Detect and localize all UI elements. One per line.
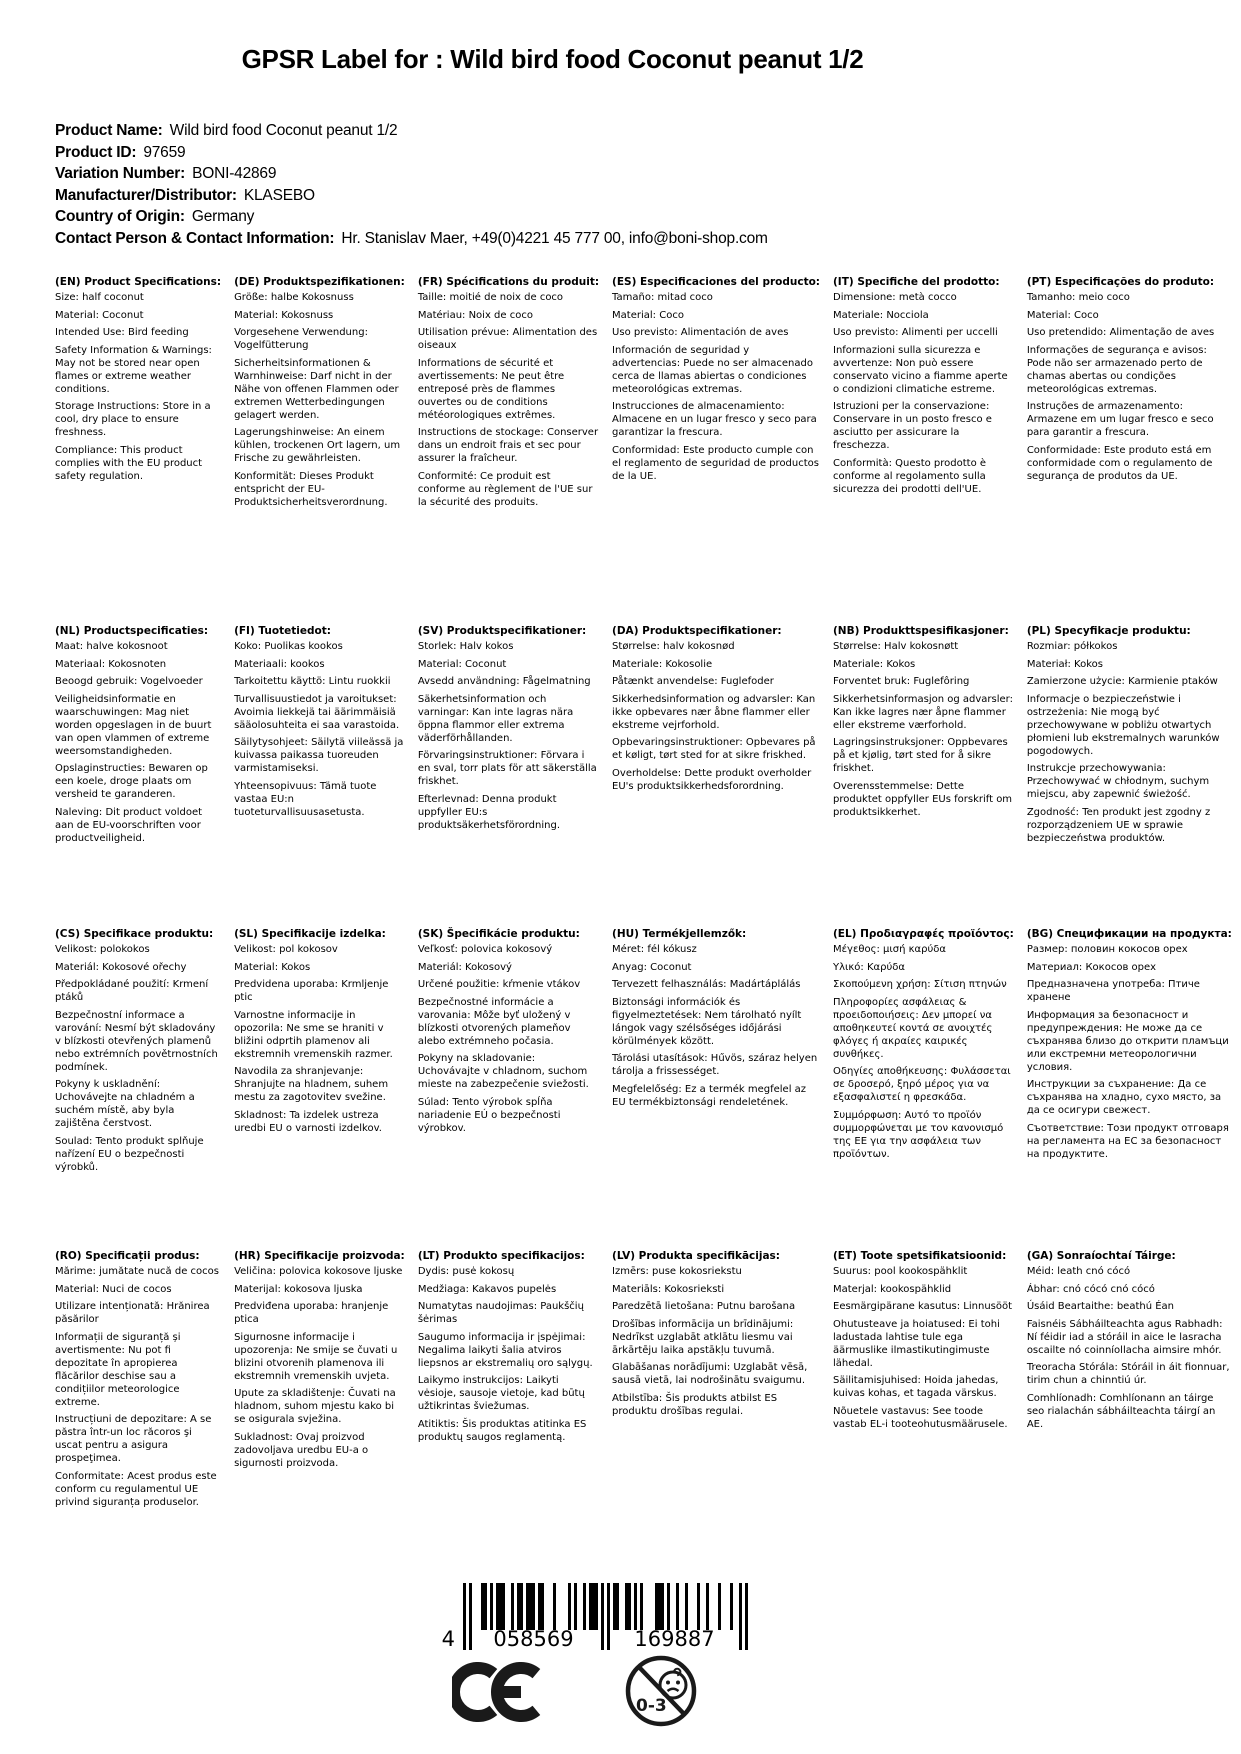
spec-paragraph: Utilizare intenționată: Hrănirea păsărilor xyxy=(55,1301,210,1325)
spec-paragraph: Atbilstība: Šis produkts atbilst ES produktu drošības regulai. xyxy=(612,1392,778,1417)
spec-paragraph: Compliance: This product complies with the EU product safety regulation. xyxy=(55,444,203,482)
spec-paragraph: Οδηγίες αποθήκευσης: Φυλάσσεται σε δροσερό, ξηρό μέρος για να εξασφαλιστεί η φρεσκάδα. xyxy=(833,1066,1011,1103)
spec-paragraph: Informacje o bezpieczeństwie i ostrzeżenia: Nie mogą być przechowywane w pobliżu otwartych płomieni lub ekstremalnych warunków pogodowych. xyxy=(1026,693,1220,757)
product-field-variation xyxy=(55,163,1105,185)
spec-paragraph: Μέγεθος: μισή καρύδα xyxy=(833,944,946,955)
spec-paragraph: Beoogd gebruik: Vogelvoeder xyxy=(55,676,203,687)
product-field-label: Product ID: xyxy=(55,143,137,161)
spec-paragraph: Numatytas naudojimas: Paukščių šėrimas xyxy=(417,1301,584,1325)
spec-paragraph: Veľkosť: polovica kokosový xyxy=(417,944,553,955)
spec-paragraph: Atitiktis: Šis produktas atitinka ES produktų saugos reglamentą. xyxy=(417,1418,587,1443)
spec-paragraph: Veličina: polovica kokosove ljuske xyxy=(234,1266,403,1277)
spec-paragraph: Υλικό: Καρύδα xyxy=(833,961,905,973)
product-field-manufacturer xyxy=(55,185,1105,207)
spec-paragraph: Størrelse: Halv kokosnøtt xyxy=(833,641,959,652)
spec-paragraph: Conformidad: Este producto cumple con el reglamento de seguridad de productos de la UE. xyxy=(612,444,819,482)
spec-paragraph: Materiale: Kokosolie xyxy=(612,658,713,670)
spec-paragraph: Предназначена употреба: Птиче хранене xyxy=(1026,979,1200,1003)
lang-block-title: (PT) Especificações do produto: xyxy=(1026,276,1215,288)
spec-paragraph: Veiligheidsinformatie en waarschuwingen: Mag niet worden opgeslagen in de buurt van open vlammen of extreme weersomstandigheden. xyxy=(55,693,212,757)
lang-block-nl xyxy=(55,625,221,849)
spec-paragraph: Predviđena uporaba: hranjenje ptica xyxy=(234,1301,389,1325)
spec-paragraph: Konformität: Dieses Produkt entspricht der EU-Produktsicherheitsverordnung. xyxy=(234,470,388,508)
lang-block-title: (SL) Specifikacije izdelka: xyxy=(234,928,386,940)
spec-paragraph: Materiāls: Kokosrieksti xyxy=(612,1283,725,1295)
lang-block-hu xyxy=(612,928,820,1113)
spec-paragraph: Conformidade: Este produto está em conformidade com o regulamento de segurança de produtos da UE. xyxy=(1026,444,1213,482)
lang-block-nb xyxy=(833,625,1014,823)
spec-paragraph: Instrucciones de almacenamiento: Almacene en un lugar fresco y seco para garantizar la frescura. xyxy=(612,401,817,438)
spec-paragraph: Συμμόρφωση: Αυτό το προϊόν συμμορφώνεται με τον κανονισμό της ΕΕ για την ασφάλεια των προϊόντων. xyxy=(833,1109,1004,1160)
spec-paragraph: Tarkoitettu käyttö: Lintu ruokkii xyxy=(234,676,391,687)
lang-block-sk xyxy=(418,928,599,1139)
spec-paragraph: Informații de siguranță și avertismente: Nu pot fi depozitate în apropierea flăcărilor deschise sau a condițiilor meteorologice extreme. xyxy=(55,1331,181,1408)
spec-paragraph: Material: Kokos xyxy=(234,961,311,973)
spec-paragraph: Förvaringsinstruktioner: Förvara i en sval, torr plats för att säkerställa friskhet. xyxy=(417,750,597,787)
spec-paragraph: Izmērs: puse kokosriekstu xyxy=(612,1266,742,1277)
spec-paragraph: Rozmiar: półkokos xyxy=(1026,641,1118,652)
spec-paragraph: Určené použitie: kŕmenie vtákov xyxy=(417,979,581,990)
spec-paragraph: Upute za skladištenje: Čuvati na hladnom, suhom mjestu kako bi se osigurala svježina. xyxy=(234,1388,396,1425)
lang-block-title: (DA) Produktspecifikationer: xyxy=(612,625,782,637)
lang-block-fi xyxy=(234,625,405,823)
spec-paragraph: Material: Coco xyxy=(612,309,684,321)
spec-paragraph: Nõuetele vastavus: See toode vastab EL-i tooteohutusmäärusele. xyxy=(833,1405,1008,1430)
spec-paragraph: Sukladnost: Ovaj proizvod zadovoljava uredbu EU-a o sigurnosti proizvoda. xyxy=(234,1431,369,1469)
spec-paragraph: Πληροφορίες ασφάλειας & προειδοποιήσεις: Δεν μπορεί να αποθηκευτεί κοντά σε ανοιχτές φλόγες ή ακραίες καιρικές συνθήκες. xyxy=(833,996,993,1060)
barcode-digits-right: 169887 xyxy=(634,1627,715,1651)
ce-mark-icon xyxy=(452,1661,547,1723)
spec-paragraph: Ohutusteave ja hoiatused: Ei tohi ladustada lahtise tule ega äärmuslike ilmastikutingimuste lähedal. xyxy=(833,1318,1000,1369)
lang-block-title: (RO) Specificații produs: xyxy=(55,1250,200,1262)
spec-paragraph: Informações de segurança e avisos: Pode não ser armazenado perto de chamas abertas ou condições meteorológicas extremas. xyxy=(1026,344,1207,395)
product-field-contact xyxy=(55,228,1105,250)
spec-paragraph: Säilitamisjuhised: Hoida jahedas, kuivas kohas, et tagada värskus. xyxy=(833,1375,999,1399)
spec-paragraph: Säkerhetsinformation och varningar: Kan inte lagras nära öppna flammor eller extrema väderförhållanden. xyxy=(417,693,574,744)
lang-block-title: (LT) Produkto specifikacijos: xyxy=(417,1250,585,1262)
age-warning-0-3-icon xyxy=(624,1654,698,1728)
spec-paragraph: Anyag: Coconut xyxy=(612,961,692,973)
lang-block-title: (NB) Produkttspesifikasjoner: xyxy=(833,625,1009,637)
spec-paragraph: Съответствие: Този продукт отговаря на регламента на ЕС за безопасност на продуктите. xyxy=(1026,1122,1229,1160)
spec-paragraph: Avsedd användning: Fågelmatning xyxy=(417,676,591,687)
lang-block-lt xyxy=(418,1250,599,1448)
spec-paragraph: Storage Instructions: Store in a cool, dry place to ensure freshness. xyxy=(55,401,211,438)
lang-block-title: (SV) Produktspecifikationer: xyxy=(417,625,587,637)
product-field-name xyxy=(55,120,1105,142)
spec-paragraph: Storlek: Halv kokos xyxy=(417,641,514,652)
spec-paragraph: Uso pretendido: Alimentação de aves xyxy=(1026,327,1215,338)
lang-block-title: (SK) Špecifikácie produktu: xyxy=(417,928,580,940)
lang-block-title: (ET) Toote spetsifikatsioonid: xyxy=(833,1250,1007,1262)
spec-paragraph: Matériau: Noix de coco xyxy=(417,309,533,321)
product-field-value: BONI-42869 xyxy=(192,165,277,182)
lang-block-title: (PL) Specyfikacje produktu: xyxy=(1026,625,1191,637)
spec-paragraph: Материал: Кокосов орех xyxy=(1026,961,1157,973)
spec-paragraph: Информация за безопасност и предупреждения: Не може да се съхранява близо до открити пламъци или екстремни метеорологични условия. xyxy=(1026,1009,1229,1073)
product-field-label: Variation Number: xyxy=(55,165,186,182)
spec-paragraph: Taille: moitié de noix de coco xyxy=(417,292,564,303)
spec-paragraph: Naleving: Dit product voldoet aan de EU-voorschriften voor productveiligheid. xyxy=(55,806,203,844)
spec-paragraph: Saugumo informacija ir įspėjimai: Negalima laikyti šalia atviros liepsnos ar ekstremalių oro sąlygų. xyxy=(417,1331,593,1369)
spec-paragraph: Efterlevnad: Denna produkt uppfyller EU:s produktsäkerhetsförordning. xyxy=(417,793,560,831)
spec-paragraph: Lagerungshinweise: An einem kühlen, trockenen Ort lagern, um Frische zu gewährleisten. xyxy=(234,427,401,464)
spec-paragraph: Safety Information & Warnings: May not be stored near open flames or extreme weather conditions. xyxy=(55,344,212,395)
spec-paragraph: Sigurnosne informacije i upozorenja: Ne smije se čuvati u blizini otvorenih plamenova ili ekstremnih vremenskih uvjeta. xyxy=(234,1331,398,1382)
spec-paragraph: Conformité: Ce produit est conforme au règlement de l'UE sur la sécurité des produits. xyxy=(417,470,593,508)
lang-block-el xyxy=(833,928,1014,1165)
spec-paragraph: Glabāšanas norādījumi: Uzglabāt vēsā, sausā vietā, lai nodrošinātu svaigumu. xyxy=(612,1362,808,1386)
spec-paragraph: Zgodność: Ten produkt jest zgodny z rozporządzeniem UE w sprawie bezpieczeństwa produktów. xyxy=(1026,806,1211,844)
spec-paragraph: Materjal: kookospähklid xyxy=(833,1283,952,1295)
spec-paragraph: Forventet bruk: Fuglefôring xyxy=(833,676,970,687)
spec-paragraph: Overholdelse: Dette produkt overholder EU's produktsikkerhedsforordning. xyxy=(612,767,812,792)
spec-paragraph: Méret: fél kókusz xyxy=(612,944,697,955)
page-title: GPSR Label for : Wild bird food Coconut peanut 1/2 xyxy=(241,44,864,74)
product-field-value: KLASEBO xyxy=(243,186,315,204)
spec-paragraph: Bezpečnostné informácie a varovania: Môže byť uložený v blízkosti otvorených plameňov alebo extrémneho počasia. xyxy=(417,996,571,1047)
spec-paragraph: Drošības informācija un brīdinājumi: Nedrīkst uzglabāt atklātu liesmu vai ārkārtēju laika apstākļu tuvumā. xyxy=(612,1318,794,1356)
product-field-origin xyxy=(55,206,1105,228)
spec-paragraph: Súlad: Tento výrobok spĺňa nariadenie EÚ o bezpečnosti výrobkov. xyxy=(417,1096,561,1134)
spec-paragraph: Yhteensopivuus: Tämä tuote vastaa EU:n tuoteturvallisuusasetusta. xyxy=(234,780,377,818)
spec-paragraph: Materiał: Kokos xyxy=(1026,658,1103,670)
product-field-value: 97659 xyxy=(143,143,186,161)
lang-block-title: (DE) Produktspezifikationen: xyxy=(234,276,405,288)
barcode-bars xyxy=(430,1583,752,1653)
spec-paragraph: Materiale: Nocciola xyxy=(833,309,929,321)
spec-paragraph: Material: Kokosnuss xyxy=(234,309,334,321)
lang-block-title: (EL) Προδιαγραφές προϊόντος: xyxy=(833,928,1014,940)
spec-paragraph: Méid: leath cnó cócó xyxy=(1026,1266,1131,1277)
spec-paragraph: Materijal: kokosova ljuska xyxy=(234,1283,363,1295)
lang-block-title: (FI) Tuotetiedot: xyxy=(234,625,331,637)
spec-paragraph: Materiál: Kokosový xyxy=(417,961,512,973)
spec-paragraph: Información de seguridad y advertencias: Puede no ser almacenado cerca de llamas abiertas o condiciones meteorológicas extremas. xyxy=(612,344,813,395)
spec-paragraph: Comhlíonadh: Comhlíonann an táirge seo rialachán sábháilteachta táirgí an AE. xyxy=(1026,1392,1216,1430)
spec-paragraph: Megfelelőség: Ez a termék megfelel az EU termékbiztonsági rendeletének. xyxy=(612,1083,807,1108)
spec-paragraph: Treoracha Stórála: Stóráil in áit fionnuar, tirim chun a chinntiú úr. xyxy=(1026,1362,1230,1386)
spec-paragraph: Ábhar: cnó cócó cnó cócó xyxy=(1026,1283,1155,1295)
spec-paragraph: Conformità: Questo prodotto è conforme al regolamento sulla sicurezza dei prodotti dell'UE. xyxy=(833,457,987,495)
spec-paragraph: Maat: halve kokosnoot xyxy=(55,641,168,652)
spec-paragraph: Size: half coconut xyxy=(55,292,144,303)
spec-paragraph: Instrukcje przechowywania: Przechowywać w chłodnym, suchym miejscu, aby zapewnić świeżość. xyxy=(1026,763,1210,800)
lang-block-title: (LV) Produkta specifikācijas: xyxy=(612,1250,781,1262)
spec-paragraph: Größe: halbe Kokosnuss xyxy=(234,292,354,303)
product-field-value: Hr. Stanislav Maer, +49(0)4221 45 777 00, info@boni-shop.com xyxy=(341,229,768,247)
lang-block-lv xyxy=(612,1250,820,1422)
spec-paragraph: Tárolási utasítások: Hűvös, száraz helyen tárolja a frissességet. xyxy=(612,1053,818,1077)
spec-paragraph: Pokyny na skladovanie: Uchovávajte v chladnom, suchom mieste na zabezpečenie sviežosti. xyxy=(417,1053,589,1090)
product-field-id xyxy=(55,142,1105,164)
lang-block-pt xyxy=(1027,276,1232,487)
product-field-label: Country of Origin: xyxy=(55,208,185,225)
spec-paragraph: Tamaño: mitad coco xyxy=(612,292,713,303)
spec-paragraph: Tamanho: meio coco xyxy=(1026,292,1130,303)
spec-paragraph: Eesmärgipärane kasutus: Linnusööt xyxy=(833,1301,1013,1312)
spec-paragraph: Påtænkt anvendelse: Fuglefoder xyxy=(612,676,774,687)
lang-block-en xyxy=(55,276,221,487)
product-info xyxy=(55,120,1105,249)
ean13-barcode xyxy=(430,1583,752,1653)
spec-paragraph: Mărime: jumătate nucă de cocos xyxy=(55,1266,219,1277)
product-field-label: Manufacturer/Distributor: xyxy=(55,186,237,204)
spec-paragraph: Úsáid Beartaithe: beathú Éan xyxy=(1026,1301,1174,1312)
spec-paragraph: Overensstemmelse: Dette produktet oppfyller EUs forskrift om produktsikkerhet. xyxy=(833,780,1013,818)
lang-block-da xyxy=(612,625,820,797)
spec-paragraph: Paredzētā lietošana: Putnu barošana xyxy=(612,1301,796,1312)
spec-paragraph: Instruções de armazenamento: Armazene em um lugar fresco e seco para garantir a frescura. xyxy=(1026,401,1214,438)
lang-block-sv xyxy=(418,625,599,836)
spec-paragraph: Uso previsto: Alimenti per uccelli xyxy=(833,327,998,338)
spec-paragraph: Размер: половин кокосов орех xyxy=(1026,944,1188,955)
spec-paragraph: Instructions de stockage: Conserver dans un endroit frais et sec pour assurer la fraîcheur. xyxy=(417,427,599,464)
spec-paragraph: Suurus: pool kookospähklit xyxy=(833,1266,968,1277)
lang-block-title: (GA) Sonraíochtaí Táirge: xyxy=(1026,1250,1176,1262)
lang-block-ga xyxy=(1027,1250,1232,1435)
lang-block-ro xyxy=(55,1250,221,1513)
lang-block-sl xyxy=(234,928,405,1139)
spec-paragraph: Material: Nuci de cocos xyxy=(55,1283,172,1295)
lang-block-et xyxy=(833,1250,1014,1435)
spec-paragraph: Uso previsto: Alimentación de aves xyxy=(612,327,789,338)
lang-block-title: (NL) Productspecificaties: xyxy=(55,625,209,637)
spec-paragraph: Dydis: pusė kokosų xyxy=(417,1266,515,1277)
lang-block-title: (EN) Product Specifications: xyxy=(55,276,222,288)
spec-paragraph: Istruzioni per la conservazione: Conservare in un posto fresco e asciutto per assicurare la freschezza. xyxy=(833,401,992,451)
spec-paragraph: Material: Coco xyxy=(1026,309,1099,321)
spec-paragraph: Laikymo instrukcijos: Laikyti vėsioje, sausoje vietoje, kad būtų užtikrintas šviežumas. xyxy=(417,1375,585,1412)
spec-paragraph: Инструкции за съхранение: Да се съхранява на хладно, сухо място, за да се осигури свежест. xyxy=(1026,1079,1222,1116)
spec-paragraph: Navodila za shranjevanje: Shranjujte na hladnem, suhem mestu za zagotovitev svežine. xyxy=(234,1066,389,1103)
lang-block-title: (IT) Specifiche del prodotto: xyxy=(833,276,1000,288)
spec-paragraph: Velikost: pol kokosov xyxy=(234,944,338,955)
product-field-label: Contact Person & Contact Information: xyxy=(55,229,335,247)
spec-paragraph: Materiaali: kookos xyxy=(234,658,325,670)
spec-paragraph: Pokyny k uskladnění: Uchovávejte na chladném a suchém místě, aby byla zajištěna čerstvost. xyxy=(55,1079,195,1129)
spec-paragraph: Informazioni sulla sicurezza e avvertenze: Non può essere conservato vicino a fiamme aperte o condizioni climatiche estreme. xyxy=(833,344,1008,395)
spec-paragraph: Lagringsinstruksjoner: Oppbevares på et kjølig, tørt sted for å sikre friskhet. xyxy=(833,737,1008,774)
product-field-value: Germany xyxy=(191,208,255,225)
lang-block-bg xyxy=(1027,928,1232,1165)
spec-paragraph: Sikkerhetsinformasjon og advarsler: Kan ikke lagres nær åpne flammer eller ekstreme værforhold. xyxy=(833,693,1013,731)
spec-paragraph: Vorgesehene Verwendung: Vogelfütterung xyxy=(234,327,368,351)
spec-paragraph: Conformitate: Acest produs este conform cu regulamentul UE privind siguranța produselor. xyxy=(55,1470,217,1508)
spec-paragraph: Soulad: Tento produkt splňuje nařízení EU o bezpečnosti výrobků. xyxy=(55,1135,204,1173)
spec-paragraph: Zamierzone użycie: Karmienie ptaków xyxy=(1026,676,1218,687)
spec-paragraph: Dimensione: metà cocco xyxy=(833,292,957,303)
spec-paragraph: Medžiaga: Kakavos pupelės xyxy=(417,1283,557,1295)
spec-paragraph: Intended Use: Bird feeding xyxy=(55,327,189,338)
lang-block-fr xyxy=(418,276,599,513)
lang-block-title: (HU) Termékjellemzők: xyxy=(612,928,747,940)
lang-block-cs xyxy=(55,928,221,1178)
spec-paragraph: Säilytysohjeet: Säilytä viileässä ja kuivassa paikassa tuoreuden varmistamiseksi. xyxy=(234,737,404,774)
spec-paragraph: Turvallisuustiedot ja varoitukset: Avoimia liekkejä tai äärimmäisiä sääolosuhteita ei saa varastoida. xyxy=(234,693,400,731)
barcode-digit-first: 4 xyxy=(441,1627,455,1651)
spec-paragraph: Varnostne informacije in opozorila: Ne sme se hraniti v bližini odprtih plamenov ali ekstremnih vremenskih razmer. xyxy=(234,1009,393,1060)
spec-paragraph: Opbevaringsinstruktioner: Opbevares på et køligt, tørt sted for at sikre friskhed. xyxy=(612,737,816,761)
lang-block-it xyxy=(833,276,1014,500)
spec-paragraph: Σκοπούμενη χρήση: Σίτιση πτηνών xyxy=(833,979,1007,990)
lang-block-title: (FR) Spécifications du produit: xyxy=(417,276,600,288)
barcode-digits-left: 058569 xyxy=(493,1627,574,1651)
spec-paragraph: Instrucțiuni de depozitare: A se păstra într-un loc răcoros şi uscat pentru a asigura prospeţimea. xyxy=(55,1414,212,1464)
lang-block-title: (CS) Specifikace produktu: xyxy=(55,928,214,940)
language-specs-grid xyxy=(55,276,1232,1513)
spec-paragraph: Faisnéis Sábháilteachta agus Rabhadh: Ní féidir iad a stóráil in aice le lasracha oscailte nó coinníollacha aimsire mhór. xyxy=(1026,1318,1223,1356)
spec-paragraph: Material: Coconut xyxy=(55,309,144,321)
spec-paragraph: Koko: Puolikas kookos xyxy=(234,641,343,652)
spec-paragraph: Materiál: Kokosové ořechy xyxy=(55,961,187,973)
spec-paragraph: Informations de sécurité et avertissements: Ne peut être entreposé près de flammes ouvertes ou de conditions météorologiques extrêmes. xyxy=(417,357,565,421)
lang-block-title: (ES) Especificaciones del producto: xyxy=(612,276,820,288)
lang-block-title: (HR) Specifikacije proizvoda: xyxy=(234,1250,405,1262)
spec-paragraph: Sikkerhedsinformation og advarsler: Kan ikke opbevares nær åbne flammer eller ekstreme vejrforhold. xyxy=(612,693,816,731)
lang-block-de xyxy=(234,276,405,513)
product-field-label: Product Name: xyxy=(55,122,163,139)
age-warning-text: 0-3 xyxy=(636,1696,667,1716)
spec-paragraph: Utilisation prévue: Alimentation des oiseaux xyxy=(417,327,598,351)
spec-paragraph: Material: Coconut xyxy=(417,658,507,670)
lang-block-es xyxy=(612,276,820,487)
spec-paragraph: Bezpečnostní informace a varování: Nesmí být skladovány v blízkosti otevřených plamenů nebo extrémních povětrnostních podmínek. xyxy=(55,1009,218,1073)
lang-block-hr xyxy=(234,1250,405,1474)
spec-paragraph: Størrelse: halv kokosnød xyxy=(612,641,735,652)
spec-paragraph: Sicherheitsinformationen & Warnhinweise: Darf nicht in der Nähe von offenen Flammen oder extremen Wetterbedingungen gelagert werden. xyxy=(234,357,399,421)
spec-paragraph: Materiaal: Kokosnoten xyxy=(55,658,167,670)
spec-paragraph: Skladnost: Ta izdelek ustreza uredbi EU o varnosti izdelkov. xyxy=(234,1109,382,1134)
spec-paragraph: Tervezett felhasználás: Madártáplálás xyxy=(612,979,801,990)
spec-paragraph: Předpokládané použití: Krmení ptáků xyxy=(55,979,209,1003)
lang-block-pl xyxy=(1027,625,1232,849)
lang-block-title: (BG) Спецификации на продукта: xyxy=(1026,928,1232,940)
spec-paragraph: Biztonsági információk és figyelmeztetések: Nem tárolható nyílt lángok vagy szélsőséges időjárási körülmények között. xyxy=(612,996,802,1047)
spec-paragraph: Predvidena uporaba: Krmljenje ptic xyxy=(234,979,389,1003)
spec-paragraph: Velikost: polokokos xyxy=(55,944,150,955)
product-field-value: Wild bird food Coconut peanut 1/2 xyxy=(169,122,398,139)
spec-paragraph: Materiale: Kokos xyxy=(833,658,916,670)
spec-paragraph: Opslaginstructies: Bewaren op een koele, droge plaats om versheid te garanderen. xyxy=(55,763,208,800)
